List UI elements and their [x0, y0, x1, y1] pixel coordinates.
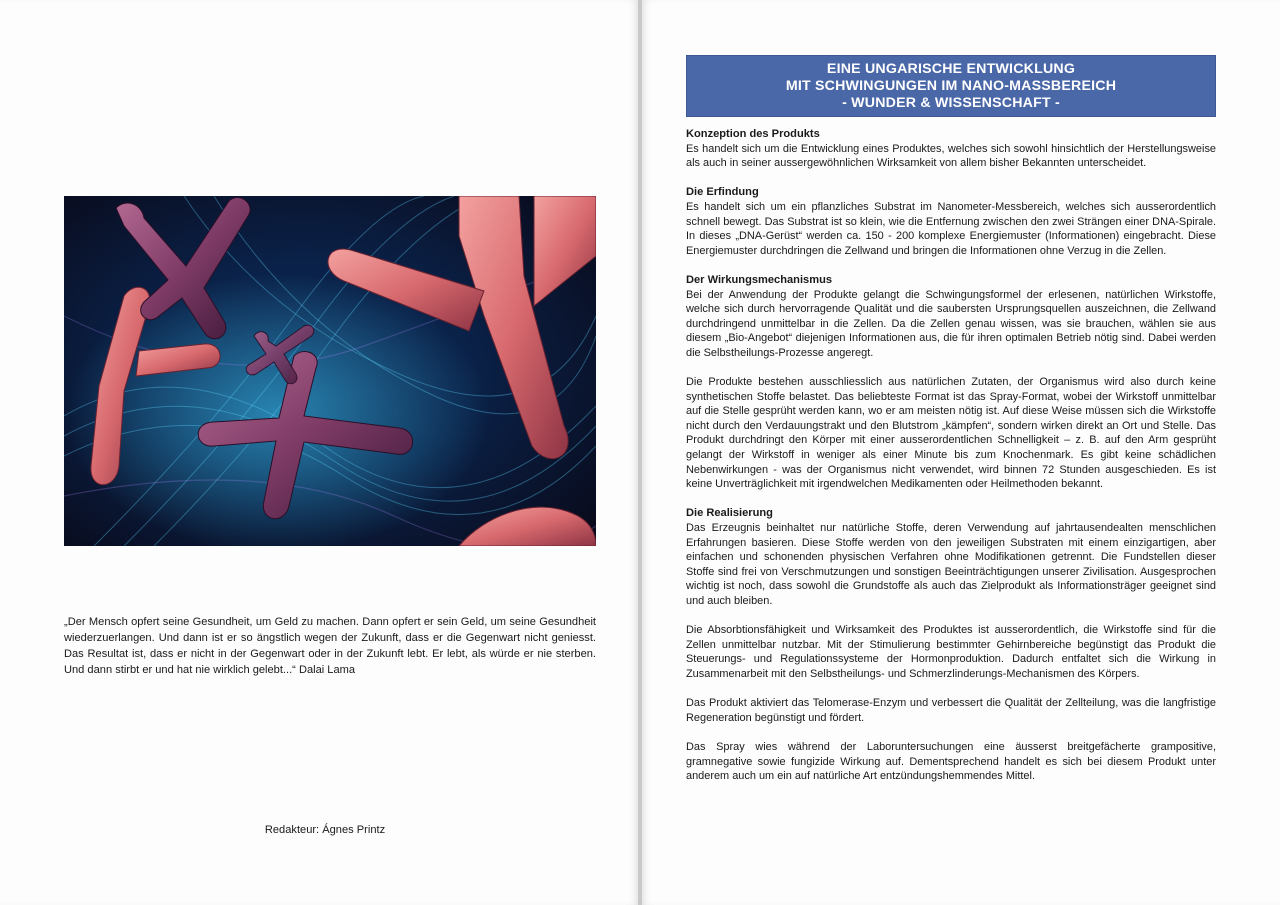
section-erfindung — [686, 185, 1216, 258]
right-page — [642, 0, 1280, 905]
section-paragraph: Das Erzeugnis beinhaltet nur natürliche Stoffe, deren Verwendung auf jahrtausendealten menschlichen Erfahrungen basieren. Diese Stoffe werden von den jeweiligen Substraten mit einem einzigartigen, aber einfachen und schonenden physischen Verfahren ohne Modifikationen getrennt. Die Fundstellen dieser Stoffe sind frei von Verschmutzungen und sonstigen Beeinträchtigungen unserer Zivilisation. Ausgesprochen wichtig ist noch, dass sowohl die Grundstoffe als auch das Zielprodukt als Informationsträger geeignet sind und auch bleiben. — [686, 522, 1216, 607]
section-wirkungsmechanismus — [686, 273, 1216, 492]
title-line: EINE UNGARISCHE ENTWICKLUNG — [826, 60, 1076, 77]
editor-credit: Redakteur: Ágnes Printz — [264, 824, 386, 836]
chromosome-illustration — [64, 196, 596, 546]
section-paragraph: Das Spray wies während der Laboruntersuchungen eine äusserst breitgefächerte grampositive, gramnegative sowie fungizide Wirkung auf. Dementsprechend handelt es sich bei diesem Produkt unter anderem auch um ein auf natürliche Art entzündungshemmendes Mittel. — [686, 740, 1216, 783]
title-banner — [686, 55, 1216, 117]
section-heading: Konzeption des Produkts — [686, 128, 820, 140]
section-heading: Der Wirkungsmechanismus — [686, 273, 833, 286]
left-page — [0, 0, 638, 905]
dalai-lama-quote: „Der Mensch opfert seine Gesundheit, um Geld zu machen. Dann opfert er sein Geld, um seine Gesundheit wiederzuerlangen. Und dann ist er so ängstlich wegen der Zukunft, dass er die Gegenwart nicht geniesst. Das Resultat ist, dass er nicht in der Gegenwart oder in der Zukunft lebt. Er lebt, als würde er nie sterben. Und dann stirbt er und hat nie wirklich gelebt...“ Dalai Lama — [64, 616, 596, 676]
section-paragraph: Es handelt sich um die Entwicklung eines Produktes, welches sich sowohl hinsichtlich der Herstellungsweise als auch in seiner aussergewöhnlichen Wirksamkeit von allem bisher Bekannten unterscheidet. — [686, 142, 1216, 170]
article-content — [686, 127, 1216, 798]
title-line: - WUNDER & WISSENSCHAFT - — [842, 94, 1060, 111]
chromosome-svg — [64, 196, 596, 546]
section-konzeption — [686, 127, 1216, 171]
section-paragraph: Es handelt sich um ein pflanzliches Substrat im Nanometer-Messbereich, welches sich ausserordentlich schnell bewegt. Das Substrat ist so klein, wie die Entfernung zwischen den zwei Strängen einer DNA-Spirale. In dieses „DNA-Gerüst“ werden ca. 150 - 200 komplexe Energiemuster (Informationen) eingebracht. Diese Energiemuster durchdringen die Zellwand und bringen die Informationen ohne Verzug in die Zellen. — [686, 200, 1216, 257]
section-paragraph: Das Produkt aktiviert das Telomerase-Enzym und verbessert die Qualität der Zellteilung, was die langfristige Regeneration begünstigt und fördert. — [686, 697, 1216, 724]
section-heading: Die Erfindung — [686, 186, 759, 199]
section-paragraph: Bei der Anwendung der Produkte gelangt die Schwingungsformel der erlesenen, natürlichen Wirkstoffe, welche sich durch hervorragende Qualität und die saubersten Ursprungsquellen auszeichnen, die Zellwand durchdringend unmittelbar in die Zellen. Da die Zellen genau wissen, was sie brauchen, wählen sie aus diesem „Bio-Angebot“ diejenigen Informationen aus, die für ihren optimalen Betrieb nötig sind. Dabei werden die Selbstheilungs-Prozesse angeregt. — [686, 288, 1216, 359]
section-heading: Die Realisierung — [686, 507, 773, 520]
title-line: MIT SCHWINGUNGEN IM NANO-MASSBEREICH — [785, 77, 1117, 94]
section-paragraph: Die Produkte bestehen ausschliesslich aus natürlichen Zutaten, der Organismus wird also durch keine synthetischen Stoffe belastet. Das beliebteste Format ist das Spray-Format, wobei der Wirkstoff unmittelbar auf die Stelle gesprüht werden kann, wo er am meisten nötig ist. Auf diese Weise müssen sich die Wirkstoffe nicht durch den Verdauungstrakt und den Blutstrom „kämpfen“, sondern wirken direkt an Ort und Stelle. Das Produkt durchdringt den Körper mit einer ausserordentlichen Schnelligkeit – z. B. auf den Arm gesprüht gelangt der Wirkstoff in weniger als einer Minute bis zum Knochenmark. Es gibt keine schädlichen Nebenwirkungen - was der Organismus nicht verwendet, wird binnen 72 Stunden ausgeschieden. Es ist keine Unverträglichkeit mit irgendwelchen Medikamenten oder Heilmethoden bekannt. — [686, 376, 1216, 491]
section-realisierung — [686, 506, 1216, 783]
section-paragraph: Die Absorbtionsfähigkeit und Wirksamkeit des Produktes ist ausserordentlich, die Wirkstoffe sind für die Zellen unmittelbar nutzbar. Mit der Stimulierung bestimmter Gehirnbereiche begünstigt das Produkt die Steuerungs- und Regulationssysteme der Hormonproduktion. Dadurch entfaltet sich die Wirkung in Zusammenarbeit mit den Selbstheilungs- und Schmerzlinderungs-Mechanismen des Körpers. — [686, 624, 1216, 680]
